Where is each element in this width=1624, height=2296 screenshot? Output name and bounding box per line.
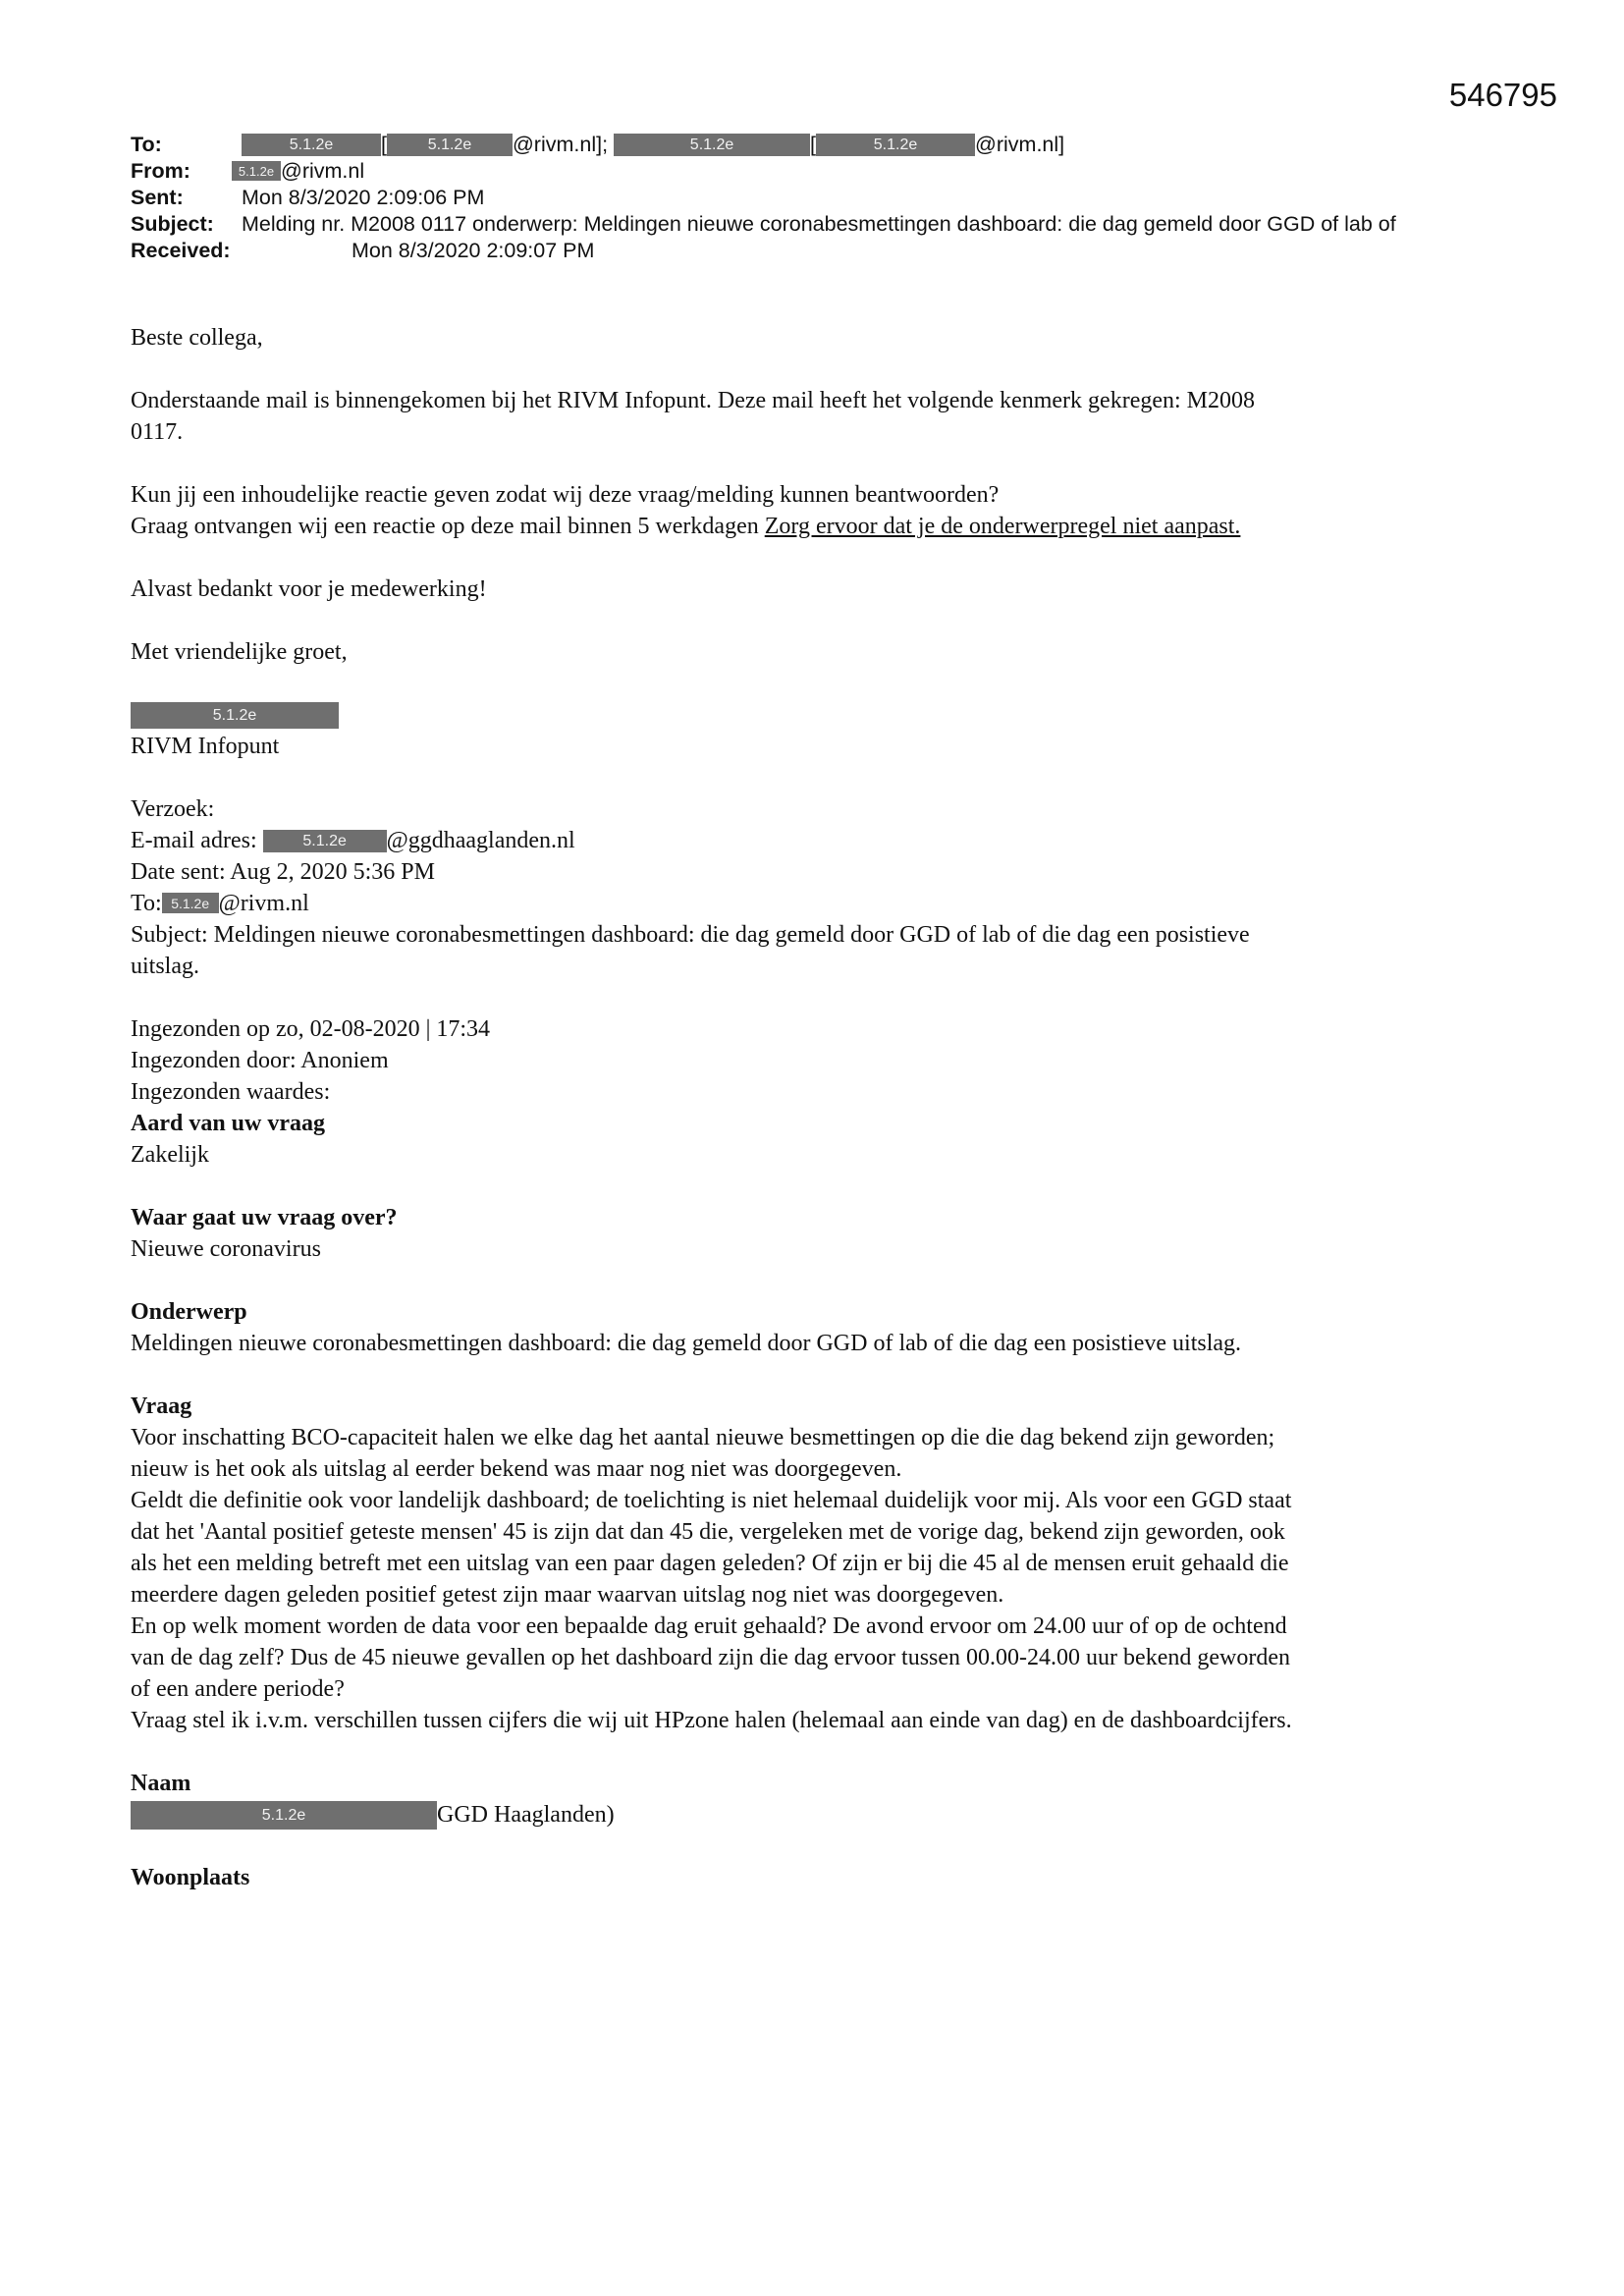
intro-line-1: Onderstaande mail is binnengekomen bij het RIVM Infopunt. Deze mail heeft het volgende kenmerk gekregen: M2008 xyxy=(131,388,1256,413)
to-value xyxy=(242,132,1064,158)
subject-label: Onderwerp xyxy=(131,1299,247,1325)
signature-name xyxy=(131,699,1505,731)
request-to-domain: @rivm.nl xyxy=(218,891,309,916)
greeting: Beste collega, xyxy=(131,325,263,351)
question-line: Voor inschatting BCO-capaciteit halen we elke dag het aantal nieuwe besmettingen op die die dag bekend zijn geworden; xyxy=(131,1425,1275,1450)
from-value xyxy=(232,158,364,185)
signature-org: RIVM Infopunt xyxy=(131,734,280,759)
residence-label: Woonplaats xyxy=(131,1865,250,1890)
redaction-block: 5.1.2e xyxy=(387,134,513,156)
name-suffix: GGD Haaglanden) xyxy=(437,1802,615,1828)
request-date: Date sent: Aug 2, 2020 5:36 PM xyxy=(131,859,435,885)
redaction-block: 5.1.2e xyxy=(131,1801,437,1830)
question-line: dat het 'Aantal positief geteste mensen' 45 is zijn dat dan 45 die, vergeleken met de vorige dag, bekend zijn geworden, ook xyxy=(131,1519,1285,1545)
subject-row xyxy=(131,211,1544,238)
question-topic-value: Nieuwe coronavirus xyxy=(131,1236,321,1262)
from-domain: @rivm.nl xyxy=(281,159,365,183)
request-label: Verzoek: xyxy=(131,796,215,822)
deadline-line xyxy=(131,511,1505,542)
question-type-value: Zakelijk xyxy=(131,1142,209,1168)
subject-warning: Zorg ervoor dat je de onderwerpregel niet aanpast. xyxy=(764,514,1241,539)
question-line: of een andere periode? xyxy=(131,1676,345,1702)
intro-line-2: 0117. xyxy=(131,419,184,445)
redaction-block: 5.1.2e xyxy=(162,893,219,913)
request-line: Kun jij een inhoudelijke reactie geven zodat wij deze vraag/melding kunnen beantwoorden? xyxy=(131,482,1000,508)
email-domain: @ggdhaaglanden.nl xyxy=(386,828,575,853)
redaction-block: 5.1.2e xyxy=(242,134,381,156)
subject-value: Melding nr. M2008 0117 onderwerp: Meldingen nieuwe coronabesmettingen dashboard: die dag gemeld door GGD of lab of xyxy=(242,212,1396,236)
to-separator: [ xyxy=(381,133,387,156)
redaction-block: 5.1.2e xyxy=(131,702,339,729)
subject-value: Meldingen nieuwe coronabesmettingen dashboard: die dag gemeld door GGD of lab of die dag een posistieve uitslag. xyxy=(131,1331,1242,1356)
to-row xyxy=(131,132,1544,158)
to-domain: @rivm.nl]; xyxy=(512,133,609,156)
question-line: nieuw is het ook als uitslag al eerder bekend was maar nog niet was doorgegeven. xyxy=(131,1456,902,1482)
redaction-block: 5.1.2e xyxy=(816,134,975,156)
received-label: Received: xyxy=(131,239,231,262)
request-subject-2: uitslag. xyxy=(131,954,199,979)
received-value: Mon 8/3/2020 2:09:07 PM xyxy=(352,239,595,262)
document-number: 546795 xyxy=(1448,77,1557,113)
subject-label: Subject: xyxy=(131,212,214,236)
to-separator: [ xyxy=(810,133,817,156)
email-header xyxy=(131,132,1544,264)
request-to xyxy=(131,888,1505,919)
email-body xyxy=(131,322,1505,1893)
closing: Met vriendelijke groet, xyxy=(131,639,348,665)
question-line: als het een melding betreft met een uitslag van een paar dagen geleden? Of zijn er bij die 45 al de mensen eruit gehaald die xyxy=(131,1551,1289,1576)
redaction-block: 5.1.2e xyxy=(232,161,281,181)
question-label: Vraag xyxy=(131,1394,192,1419)
submitted-by: Ingezonden door: Anoniem xyxy=(131,1048,389,1073)
to-label: To: xyxy=(131,133,162,156)
sent-value: Mon 8/3/2020 2:09:06 PM xyxy=(242,186,485,209)
thanks: Alvast bedankt voor je medewerking! xyxy=(131,576,487,602)
sent-label: Sent: xyxy=(131,186,184,209)
request-to-label: To: xyxy=(131,891,162,916)
question-line: Vraag stel ik i.v.m. verschillen tussen cijfers die wij uit HPzone halen (helemaal aan einde van dag) en de dashboardcijfers. xyxy=(131,1708,1292,1733)
redaction-block: 5.1.2e xyxy=(263,830,387,852)
email-label: E-mail adres: xyxy=(131,828,263,853)
to-domain: @rivm.nl] xyxy=(975,133,1065,156)
submitted-on: Ingezonden op zo, 02-08-2020 | 17:34 xyxy=(131,1016,491,1042)
deadline-text: Graag ontvangen wij een reactie op deze mail binnen 5 werkdagen xyxy=(131,514,765,539)
received-row xyxy=(131,238,1544,264)
name-value xyxy=(131,1799,1505,1831)
question-line: En op welk moment worden de data voor een bepaalde dag eruit gehaald? De avond ervoor om 24.00 uur of op de ochtend xyxy=(131,1613,1287,1639)
question-type-label: Aard van uw vraag xyxy=(131,1111,326,1136)
request-subject-1: Subject: Meldingen nieuwe coronabesmettingen dashboard: die dag gemeld door GGD of lab of die dag een posistieve xyxy=(131,922,1250,948)
question-topic-label: Waar gaat uw vraag over? xyxy=(131,1205,398,1230)
question-line: van de dag zelf? Dus de 45 nieuwe gevallen op het dashboard zijn die dag ervoor tussen 00.00-24.00 uur bekend geworden xyxy=(131,1645,1290,1670)
question-line: Geldt die definitie ook voor landelijk dashboard; de toelichting is niet helemaal duidelijk voor mij. Als voor een GGD staat xyxy=(131,1488,1292,1513)
request-email xyxy=(131,825,1505,856)
from-label: From: xyxy=(131,159,190,183)
from-row xyxy=(131,158,1544,185)
redaction-block: 5.1.2e xyxy=(614,134,810,156)
question-line: meerdere dagen geleden positief getest zijn maar waarvan uitslag nog niet was doorgegeven. xyxy=(131,1582,1004,1608)
sent-row xyxy=(131,185,1544,211)
submitted-values: Ingezonden waardes: xyxy=(131,1079,331,1105)
name-label: Naam xyxy=(131,1771,191,1796)
